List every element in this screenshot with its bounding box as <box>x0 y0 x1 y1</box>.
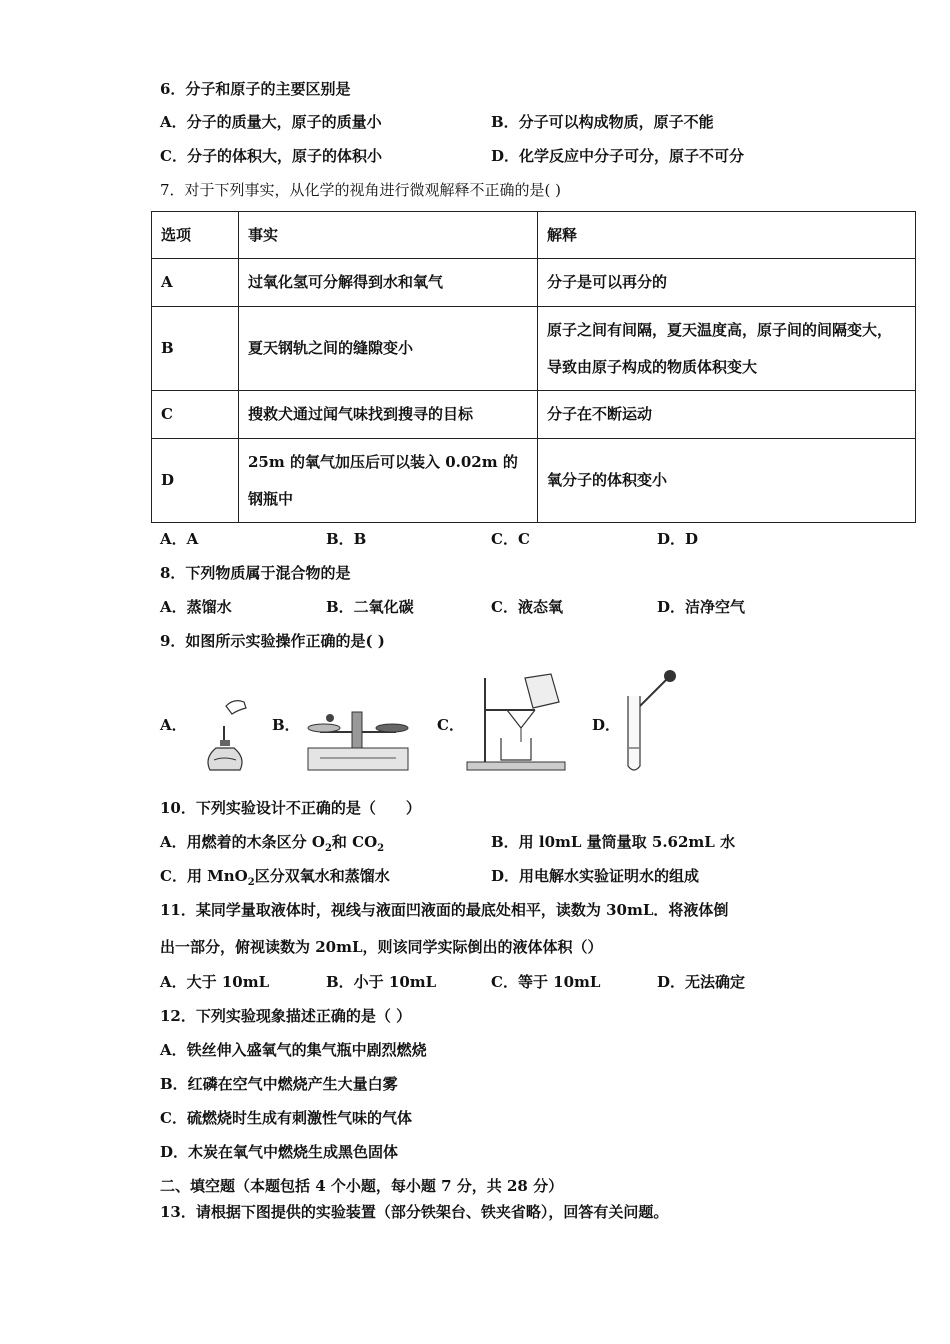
table-row <box>152 259 916 307</box>
q11-stem-line-1: 11．某同学量取液体时，视线与液面凹液面的最底处相平，读数为 30mL．将液体倒 <box>160 901 729 919</box>
q10-option-a-text: 和 CO <box>331 833 378 851</box>
q12-option-d[interactable]: D．木炭在氧气中燃烧生成黑色固体 <box>160 1143 399 1161</box>
filtration-setup-icon <box>465 672 571 772</box>
q9-option-c[interactable]: C． <box>437 716 464 734</box>
row-fact: 搜救犬通过闻气味找到搜寻的目标 <box>239 391 538 439</box>
section-2-heading: 二、填空题（本题包括 4 个小题，每小题 7 分，共 28 分） <box>160 1177 564 1195</box>
q7-option-a[interactable]: A．A <box>160 530 199 548</box>
q10-option-c[interactable] <box>160 865 390 888</box>
q10-option-a[interactable] <box>160 831 384 854</box>
q8-option-b[interactable]: B．二氧化碳 <box>326 598 414 616</box>
q11-option-b[interactable]: B．小于 10mL <box>326 973 437 991</box>
q10-option-c-text: C．用 MnO <box>160 867 248 885</box>
q8-option-c[interactable]: C．液态氧 <box>491 598 563 616</box>
table-header-fact: 事实 <box>239 212 538 259</box>
q6-option-a[interactable]: A．分子的质量大，原子的质量小 <box>160 113 382 131</box>
q7-option-c[interactable]: C．C <box>491 530 530 548</box>
q11-option-d[interactable]: D．无法确定 <box>657 973 746 991</box>
subscript: 2 <box>324 843 332 854</box>
table-header-option: 选项 <box>152 212 239 259</box>
q12-option-b[interactable]: B．红磷在空气中燃烧产生大量白雾 <box>160 1075 398 1093</box>
q7-option-b[interactable]: B．B <box>326 530 367 548</box>
q13-stem: 13．请根据下图提供的实验装置（部分铁架台、铁夹省略），回答有关问题。 <box>160 1203 669 1221</box>
q10-option-c-text: 区分双氧水和蒸馏水 <box>254 867 390 885</box>
table-row <box>152 307 916 391</box>
row-fact: 夏天钢轨之间的缝隙变小 <box>239 307 538 391</box>
q6-option-b[interactable]: B．分子可以构成物质，原子不能 <box>491 113 714 131</box>
q12-option-a[interactable]: A．铁丝伸入盛氧气的集气瓶中剧烈燃烧 <box>160 1041 427 1059</box>
q10-option-b[interactable]: B．用 l0mL 量筒量取 5.62mL 水 <box>491 833 736 851</box>
subscript: 2 <box>247 877 255 888</box>
balance-scale-icon <box>300 702 414 774</box>
row-explanation: 分子是可以再分的 <box>538 259 916 307</box>
q10-option-a-text: A．用燃着的木条区分 O <box>160 833 325 851</box>
q9-stem: 9．如图所示实验操作正确的是( ) <box>160 632 385 650</box>
dropper-test-tube-icon <box>620 668 680 776</box>
row-fact: 25m 的氧气加压后可以装入 0.02m 的钢瓶中 <box>239 439 538 523</box>
row-explanation: 原子之间有间隔，夏天温度高，原子间的间隔变大，导致由原子构成的物质体积变大 <box>538 307 916 391</box>
table-row <box>152 391 916 439</box>
q6-option-c[interactable]: C．分子的体积大，原子的体积小 <box>160 147 382 165</box>
q7-table <box>151 211 916 523</box>
q6-stem: 6．分子和原子的主要区别是 <box>160 80 351 98</box>
q9-option-a[interactable]: A． <box>160 716 187 734</box>
q12-option-c[interactable]: C．硫燃烧时生成有刺激性气味的气体 <box>160 1109 412 1127</box>
q10-option-d[interactable]: D．用电解水实验证明水的组成 <box>491 867 700 885</box>
row-option: C <box>152 391 239 439</box>
row-fact: 过氧化氢可分解得到水和氧气 <box>239 259 538 307</box>
q11-stem-line-2: 出一部分，俯视读数为 20mL，则该同学实际倒出的液体体积（） <box>160 938 603 956</box>
row-option: D <box>152 439 239 523</box>
q6-option-d[interactable]: D．化学反应中分子可分，原子不可分 <box>491 147 745 165</box>
q9-figure-row <box>160 666 720 776</box>
q7-option-d[interactable]: D．D <box>657 530 699 548</box>
q11-option-a[interactable]: A．大于 10mL <box>160 973 270 991</box>
alcohol-lamp-icon <box>202 696 252 776</box>
row-explanation: 分子在不断运动 <box>538 391 916 439</box>
row-option: A <box>152 259 239 307</box>
q9-option-d[interactable]: D． <box>592 716 621 734</box>
row-explanation: 氧分子的体积变小 <box>538 439 916 523</box>
q8-option-a[interactable]: A．蒸馏水 <box>160 598 232 616</box>
q8-option-d[interactable]: D．洁净空气 <box>657 598 746 616</box>
table-header-explanation: 解释 <box>538 212 916 259</box>
q10-stem: 10．下列实验设计不正确的是（ ） <box>160 799 421 817</box>
q9-option-b[interactable]: B． <box>272 716 300 734</box>
subscript: 2 <box>377 843 385 854</box>
row-option: B <box>152 307 239 391</box>
q8-stem: 8．下列物质属于混合物的是 <box>160 564 351 582</box>
q12-stem: 12．下列实验现象描述正确的是（ ） <box>160 1007 412 1025</box>
q11-option-c[interactable]: C．等于 10mL <box>491 973 601 991</box>
q7-stem: 7．对于下列事实，从化学的视角进行微观解释不正确的是( ) <box>160 181 562 199</box>
table-row <box>152 439 916 523</box>
